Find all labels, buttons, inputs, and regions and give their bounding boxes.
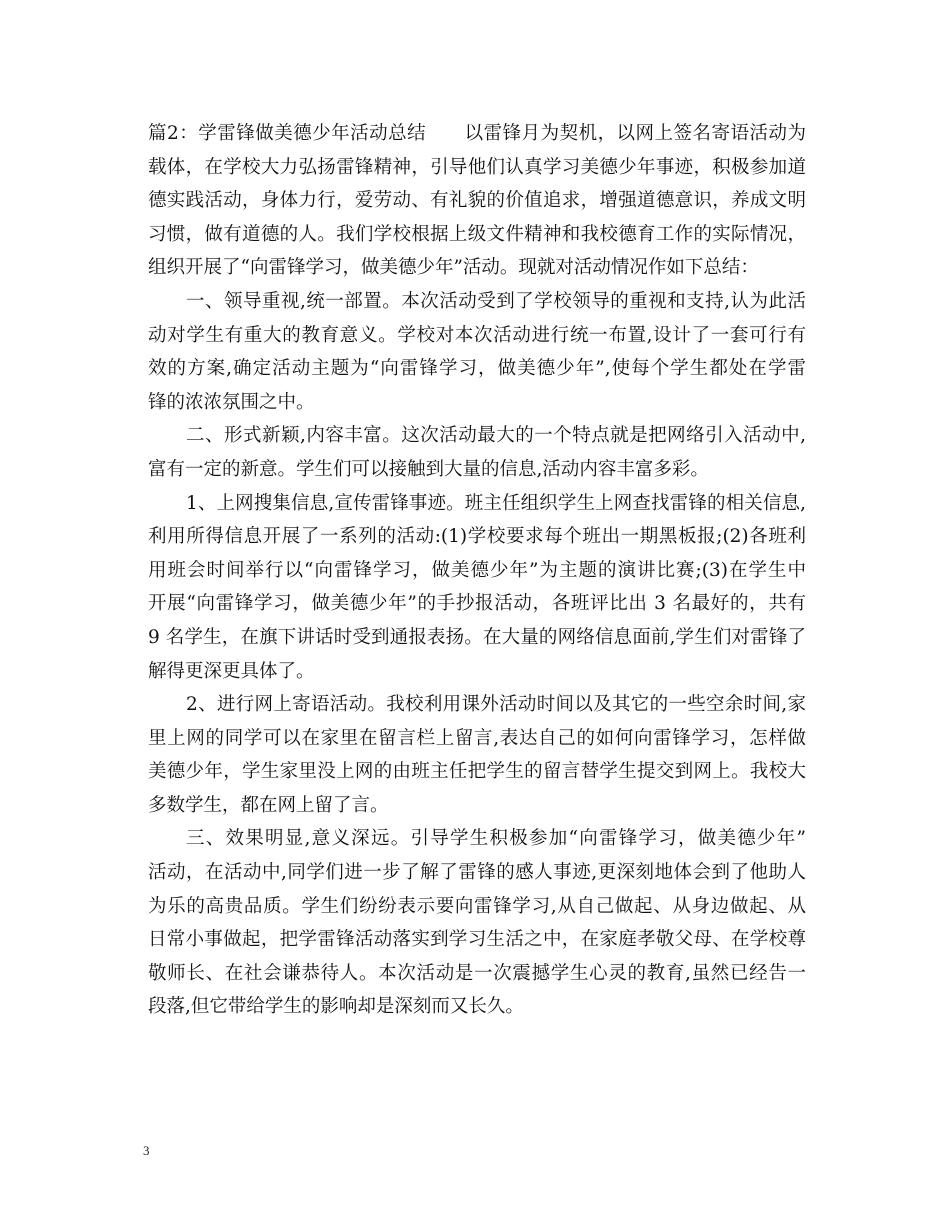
title-line — [148, 117, 806, 151]
paragraph-start-line: 1、上网搜集信息,宣传雷锋事迹。班主任组织学生上网查找雷锋的相关信息, — [186, 492, 806, 514]
text-line: 解得更深更具体了。 — [148, 660, 315, 682]
text-line: 利用所得信息开展了一系列的活动:(1)学校要求每个班出一期黑板报;(2)各班利 — [148, 526, 806, 548]
text-line: 为乐的高贵品质。学生们纷纷表示要向雷锋学习,从自己做起、从身边做起、从 — [148, 895, 806, 917]
text-line: 载体，在学校大力弘扬雷锋精神，引导他们认真学习美德少年事迹，积极参加道 — [148, 156, 806, 178]
text-line: 段落,但它带给学生的影响却是深刻而又长久。 — [148, 996, 524, 1018]
paragraph-start-line: 二、形式新颖,内容丰富。这次活动最大的一个特点就是把网络引入活动中, — [186, 425, 806, 447]
text-line: 敬师长、在社会谦恭待人。本次活动是一次震撼学生心灵的教育,虽然已经告一 — [148, 962, 806, 984]
text-line: 日常小事做起，把学雷锋活动落实到学习生活之中，在家庭孝敬父母、在学校尊 — [148, 929, 806, 951]
page-number: 3 — [143, 1143, 150, 1158]
document-title: 篇2：学雷锋做美德少年活动总结 — [148, 123, 427, 144]
document-body — [148, 117, 806, 1024]
text-line: 多数学生，都在网上留了言。 — [148, 794, 389, 816]
text-line: 开展“向雷锋学习，做美德少年”的手抄报活动，各班评比出 3 名最好的，共有 — [148, 593, 806, 615]
text-line: 德实践活动，身体力行，爱劳动、有礼貌的价值追求，增强道德意识，养成文明 — [148, 190, 806, 212]
paragraph-start-line: 三、效果明显,意义深远。引导学生积极参加“向雷锋学习，做美德少年” — [186, 828, 806, 850]
text-line: 美德少年，学生家里没上网的由班主任把学生的留言替学生提交到网上。我校大 — [148, 761, 806, 783]
text-line: 里上网的同学可以在家里在留言栏上留言,表达自己的如何向雷锋学习，怎样做 — [148, 727, 806, 749]
text-line: 9 名学生，在旗下讲话时受到通报表扬。在大量的网络信息面前,学生们对雷锋了 — [148, 626, 806, 648]
text-line: 用班会时间举行以“向雷锋学习，做美德少年”为主题的演讲比赛;(3)在学生中 — [148, 559, 806, 581]
text-line: 效的方案,确定活动主题为“向雷锋学习，做美德少年”,使每个学生都处在学雷 — [148, 358, 806, 380]
paragraph-start-line: 一、领导重视,统一部置。本次活动受到了学校领导的重视和支持,认为此活 — [186, 290, 806, 312]
paragraph-start-line: 2、进行网上寄语活动。我校利用课外活动时间以及其它的一些空余时间,家 — [186, 694, 806, 716]
text-line: 活动，在活动中,同学们进一步了解了雷锋的感人事迹,更深刻地体会到了他助人 — [148, 862, 806, 884]
text-line: 习惯，做有道德的人。我们学校根据上级文件精神和我校德育工作的实际情况， — [148, 223, 806, 245]
text-line: 组织开展了“向雷锋学习，做美德少年”活动。现就对活动情况作如下总结： — [148, 257, 759, 279]
text-line: 富有一定的新意。学生们可以接触到大量的信息,活动内容丰富多彩。 — [148, 458, 709, 480]
title-line-continuation: 以雷锋月为契机，以网上签名寄语活动为 — [464, 123, 806, 144]
text-line: 动对学生有重大的教育意义。学校对本次活动进行统一布置,设计了一套可行有 — [148, 324, 806, 346]
text-line: 锋的浓浓氛围之中。 — [148, 391, 315, 413]
